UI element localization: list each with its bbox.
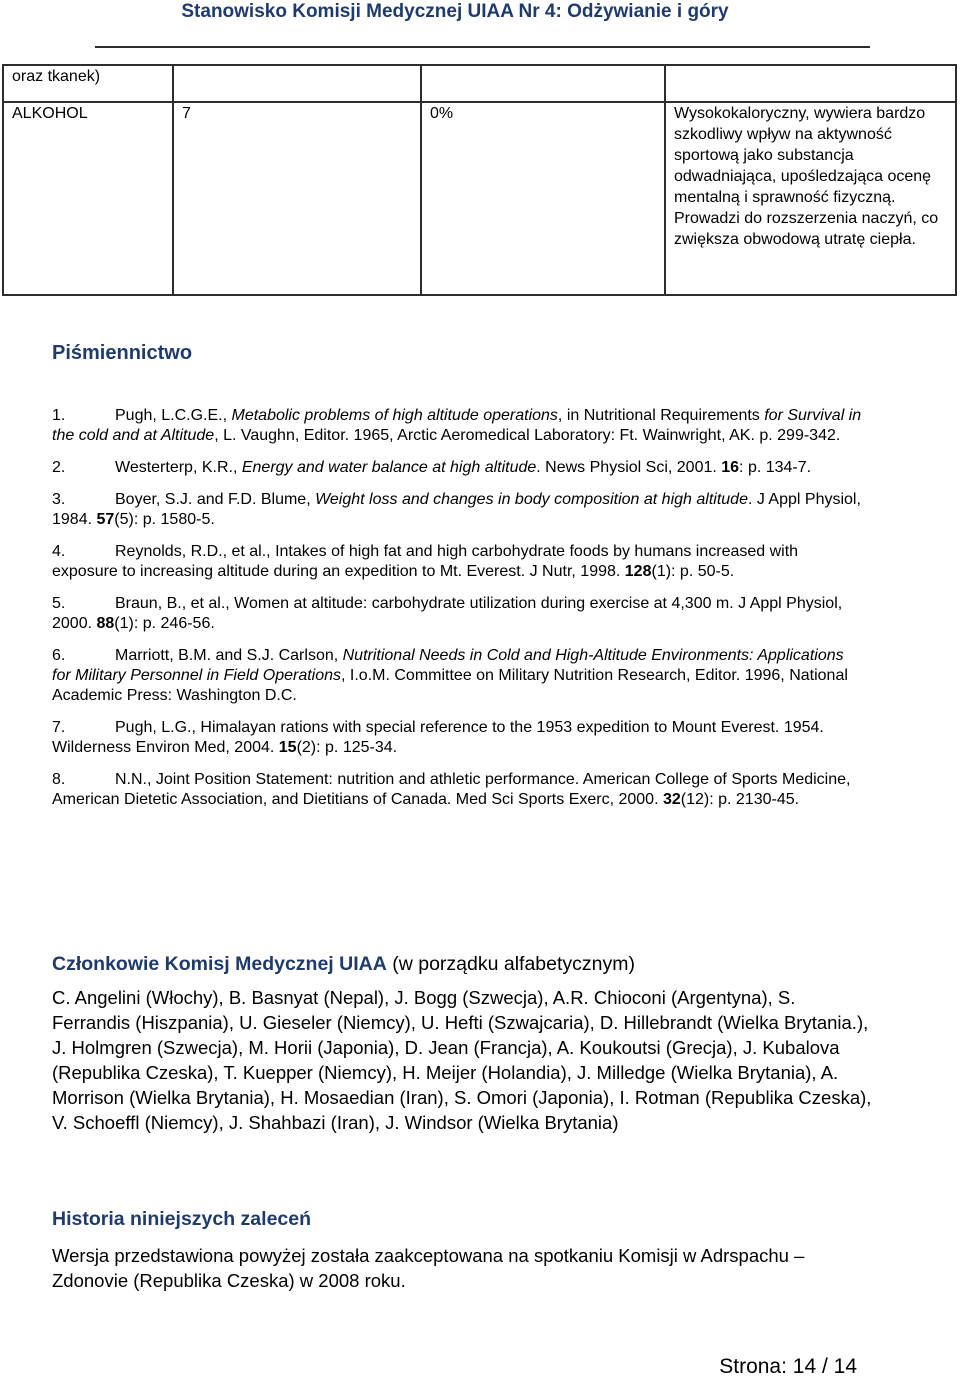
reference-title: Weight loss and changes in body composition at high altitude	[315, 491, 748, 508]
reference-number: 5.	[52, 595, 66, 612]
reference-number: 6.	[52, 647, 66, 664]
reference-volume: 57	[96, 511, 115, 528]
reference-text: (2): p. 125-34.	[296, 739, 398, 756]
reference-text: (12): p. 2130-45.	[680, 791, 800, 808]
reference-number: 4.	[52, 543, 66, 560]
reference-volume: 88	[96, 615, 115, 632]
reference-text: , in Nutritional Requirements	[557, 407, 765, 424]
reference-text: , I.o.M. Committee on Military Nutrition Research, Editor. 1996, National Academic Press: Washington D.C.	[52, 667, 848, 704]
reference-number: 3.	[52, 491, 66, 508]
reference-title: Energy and water balance at high altitude	[241, 459, 537, 476]
nutrition-table	[2, 64, 957, 296]
reference-text: (1): p. 246-56.	[114, 615, 215, 632]
reference-text: Marriott, B.M. and S.J. Carlson,	[115, 647, 343, 664]
reference-number: 8.	[52, 771, 66, 788]
page-number: Strona: 14 / 14	[719, 1355, 857, 1378]
reference-number: 1.	[52, 407, 66, 424]
reference-text: Westerterp, K.R.,	[115, 459, 242, 476]
table-cell	[421, 65, 665, 102]
table-cell: 7	[173, 102, 421, 295]
reference-text: Boyer, S.J. and F.D. Blume,	[115, 491, 316, 508]
reference-text: Reynolds, R.D., et al., Intakes of high fat and high carbohydrate foods by humans increased with exposure to increasing altitude during an expedition to Mt. Everest. J Nutr, 1998.	[52, 543, 799, 580]
reference-text: (5): p. 1580-5.	[114, 511, 215, 528]
reference-volume: 15	[278, 739, 297, 756]
reference-text: N.N., Joint Position Statement: nutrition and athletic performance. American College of Sports Medicine, American Dietetic Association, and Dietitians of Canada. Med Sci Sports Exerc, 2000.	[52, 771, 851, 808]
reference-text: Braun, B., et al., Women at altitude: carbohydrate utilization during exercise at 4,300 m. J Appl Physiol, 2000.	[52, 595, 843, 632]
reference-item	[52, 646, 862, 706]
members-heading-title: Członkowie Komisj Medycznej UIAA	[52, 953, 387, 975]
table-cell	[665, 65, 956, 102]
reference-volume: 32	[662, 791, 681, 808]
reference-title: Nutritional Needs in Cold and High-Altitude Environments: Applications for Military Personnel in Field Operations	[52, 647, 844, 684]
members-heading-suffix: (w porządku alfabetycznym)	[386, 953, 635, 975]
reference-title: for Survival in the cold and at Altitude	[52, 407, 862, 444]
history-heading: Historia niniejszych zaleceń	[52, 1208, 312, 1230]
table-cell: Wysokokaloryczny, wywiera bardzo szkodliwy wpływ na aktywność sportową jako substancja odwadniająca, upośledzająca ocenę mentalną i sprawność fizyczną. Prowadzi do rozszerzenia naczyń, co zwiększa obwodową utratę ciepła.	[665, 102, 956, 295]
table-cell: ALKOHOL	[3, 102, 173, 295]
reference-title: Metabolic problems of high altitude operations	[231, 407, 558, 424]
reference-item	[52, 594, 862, 634]
reference-item	[52, 542, 862, 582]
page-header-title: Stanowisko Komisji Medycznej UIAA Nr 4: Odżywianie i góry	[181, 1, 729, 22]
reference-text: Pugh, L.C.G.E.,	[115, 407, 232, 424]
table-row	[3, 65, 956, 102]
table-cell: 0%	[421, 102, 665, 295]
reference-text: : p. 134-7.	[739, 459, 812, 476]
reference-item	[52, 406, 862, 446]
reference-item	[52, 718, 862, 758]
reference-number: 7.	[52, 719, 66, 736]
reference-text: (1): p. 50-5.	[651, 563, 735, 580]
reference-item	[52, 458, 862, 478]
reference-volume: 128	[624, 563, 652, 580]
reference-number: 2.	[52, 459, 66, 476]
table-cell: oraz tkanek)	[3, 65, 173, 102]
members-list: C. Angelini (Włochy), B. Basnyat (Nepal), J. Bogg (Szwecja), A.R. Chioconi (Argentyna), S. Ferrandis (Hiszpania), U. Gieseler (Niemcy), U. Hefti (Szwajcaria), D. Hillebrandt (Wielka Brytania.), J. Holmgren (Szwecja), M. Horii (Japonia), D. Jean (Francja), A. Koukoutsi (Grecja), J. Kubalova (Republika Czeska), T. Kuepper (Niemcy), H. Meijer (Holandia), J. Milledge (Wielka Brytania), A. Morrison (Wielka Brytania), H. Mosaedian (Iran), S. Omori (Japonia), I. Rotman (Republika Czeska), V. Schoeffl (Niemcy), J. Shahbazi (Iran), J. Windsor (Wielka Brytania)	[52, 987, 872, 1133]
reference-text: , L. Vaughn, Editor. 1965, Arctic Aeromedical Laboratory: Ft. Wainwright, AK. p. 299-342.	[214, 427, 841, 444]
table-cell	[173, 65, 421, 102]
reference-text: Pugh, L.G., Himalayan rations with special reference to the 1953 expedition to Mount Everest. 1954. Wilderness Environ Med, 2004.	[52, 719, 824, 756]
header-divider	[95, 46, 870, 48]
references-heading: Piśmiennictwo	[52, 342, 193, 364]
members-heading	[52, 953, 635, 976]
reference-item	[52, 770, 862, 810]
reference-text: . J Appl Physiol, 1984.	[52, 491, 861, 528]
reference-text: . News Physiol Sci, 2001.	[536, 459, 722, 476]
references-list	[52, 406, 862, 822]
reference-volume: 16	[721, 459, 740, 476]
table-row	[3, 102, 956, 295]
history-text: Wersja przedstawiona powyżej została zaakceptowana na spotkaniu Komisji w Adrspachu – Zdonovie (Republika Czeska) w 2008 roku.	[52, 1245, 805, 1291]
reference-item	[52, 490, 862, 530]
